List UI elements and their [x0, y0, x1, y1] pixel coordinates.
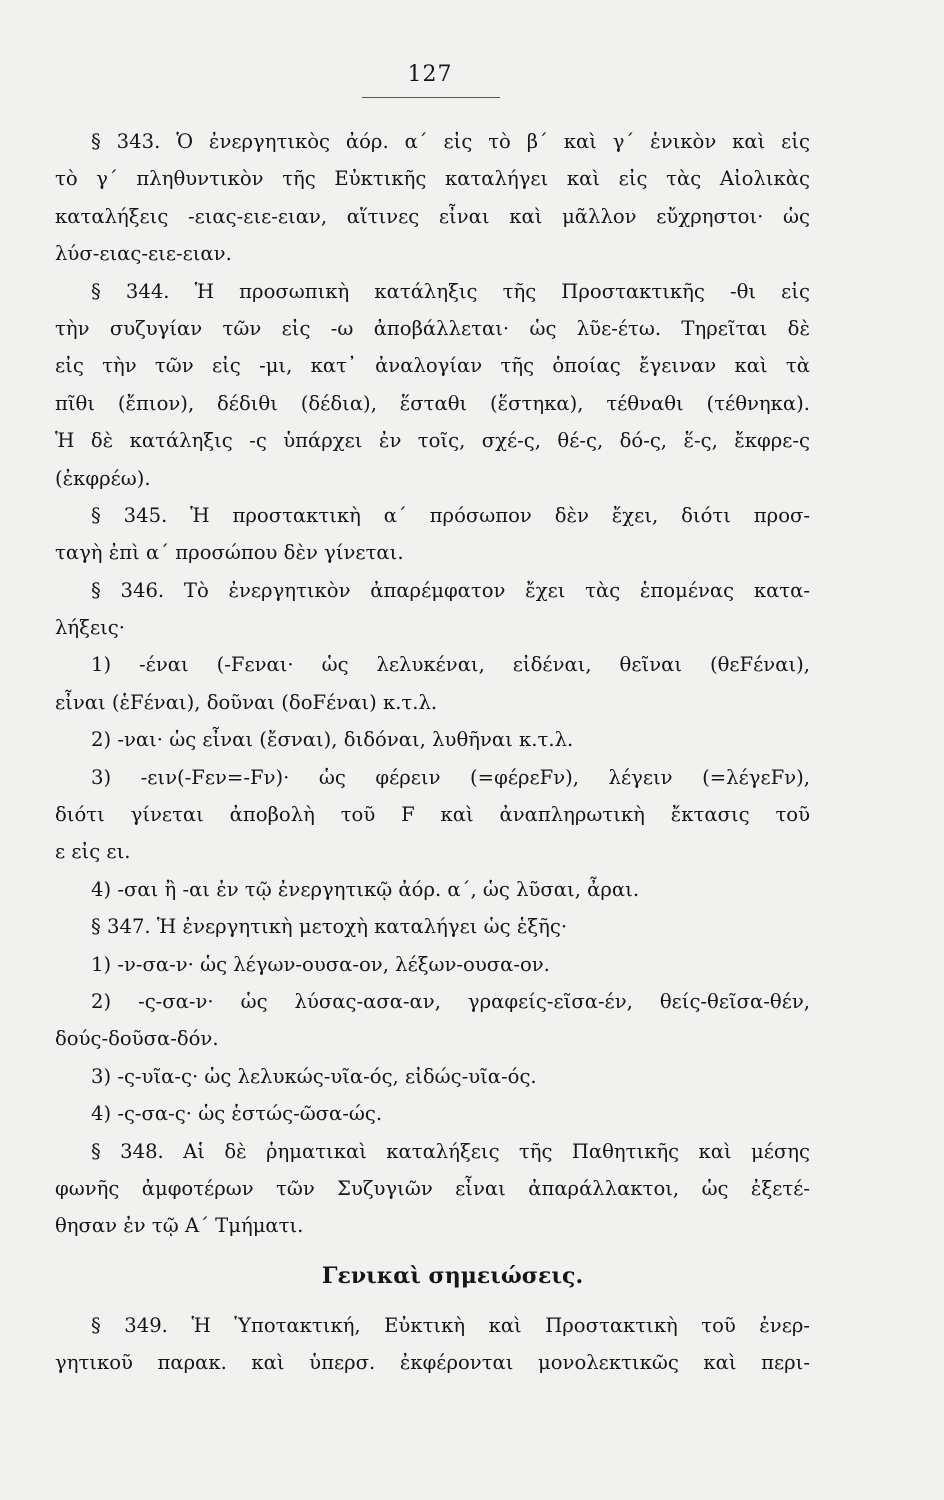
text-line: εἶναι (ἑFέναι), δοῦναι (δοFέναι) κ.τ.λ.	[55, 690, 438, 714]
text-line: 1) -έναι (-Fεναι· ὡς λελυκέναι, εἰδέναι, θεῖναι (θεFέναι),	[91, 653, 810, 677]
text-line: 3) -ειν(-Fεν=-Fν)· ὡς φέρειν (=φέρεFν), λέγειν (=λέγεFν),	[91, 765, 810, 789]
text-line: τὸ γ΄ πληθυντικὸν τῆς Εὐκτικῆς καταλήγει καὶ εἰς τὰς Αἰολικὰς	[55, 167, 810, 191]
text-line: 4) -ς-σα-ς· ὡς ἑστώς-ῶσα-ώς.	[91, 1102, 383, 1126]
text-line: τὴν συζυγίαν τῶν εἰς -ω ἀποβάλλεται· ὡς λῦε-έτω. Τηρεῖται δὲ	[55, 316, 810, 340]
text-line: θησαν ἐν τῷ Α΄ Τμήματι.	[55, 1214, 304, 1238]
text-line: δούς-δοῦσα-δόν.	[55, 1027, 219, 1051]
text-line: § 346. Τὸ ἐνεργητικὸν ἀπαρέμφατον ἔχει τὰς ἑπομένας κατα-	[91, 578, 810, 602]
text-line: γητικοῦ παρακ. καὶ ὑπερσ. ἐκφέρονται μονολεκτικῶς καὶ περι-	[55, 1351, 810, 1375]
text-line: πῖθι (ἔπιον), δέδιθι (δέδια), ἕσταθι (ἕστηκα), τέθναθι (τέθνηκα).	[55, 391, 810, 415]
page-number: 127	[407, 62, 453, 87]
text-line: καταλήξεις -ειας-ειε-ειαν, αἵτινες εἶναι καὶ μᾶλλον εὔχρηστοι· ὡς	[55, 204, 810, 228]
text-line: § 345. Ἡ προστακτικὴ α΄ πρόσωπον δὲν ἔχει, διότι προσ-	[91, 503, 810, 527]
text-line: Ἡ δὲ κατάληξις -ς ὑπάρχει ἐν τοῖς, σχέ-ς, θέ-ς, δό-ς, ἕ-ς, ἔκφρε-ς	[55, 429, 810, 453]
text-line: 3) -ς-υῖα-ς· ὡς λελυκώς-υῖα-ός, εἰδώς-υῖα-ός.	[91, 1064, 537, 1088]
text-line: § 349. Ἡ Ὑποτακτική, Εὐκτικὴ καὶ Προστακτικὴ τοῦ ἐνερ-	[91, 1313, 810, 1337]
text-line: διότι γίνεται ἀποβολὴ τοῦ F καὶ ἀναπληρωτικὴ ἔκτασις τοῦ	[55, 803, 810, 827]
text-line: 4) -σαι ἢ -αι ἐν τῷ ἐνεργητικῷ ἀόρ. α΄, ὡς λῦσαι, ἆραι.	[91, 877, 640, 901]
text-line: § 348. Αἱ δὲ ῥηματικαὶ καταλήξεις τῆς Παθητικῆς καὶ μέσης	[91, 1139, 810, 1163]
text-line: εἰς τὴν τῶν εἰς -μι, κατ᾽ ἀναλογίαν τῆς ὁποίας ἔγειναν καὶ τὰ	[55, 354, 810, 378]
text-line: § 347. Ἡ ἐνεργητικὴ μετοχὴ καταλήγει ὡς ἑξῆς·	[91, 915, 568, 939]
paragraphs-after-heading	[55, 1307, 810, 1382]
text-line: ε εἰς ει.	[55, 840, 131, 864]
text-line: λύσ-ειας-ειε-ειαν.	[55, 242, 232, 266]
body-text	[55, 123, 810, 1382]
text-line: (ἐκφρέω).	[55, 466, 151, 490]
text-line: § 343. Ὁ ἐνεργητικὸς ἀόρ. α΄ εἰς τὸ β΄ καὶ γ΄ ἑνικὸν καὶ εἰς	[91, 130, 810, 153]
text-line: 2) -ναι· ὡς εἶναι (ἔσναι), διδόναι, λυθῆναι κ.τ.λ.	[91, 728, 574, 752]
section-heading: Γενικαὶ σημειώσεις.	[321, 1262, 584, 1289]
header-rule	[362, 97, 500, 98]
text-line: ταγὴ ἐπὶ α΄ προσώπου δὲν γίνεται.	[55, 541, 404, 565]
paragraphs-section	[55, 123, 810, 1245]
text-line: 2) -ς-σα-ν· ὡς λύσας-ασα-αν, γραφείς-εῖσα-έν, θείς-θεῖσα-θέν,	[91, 989, 810, 1013]
text-line: 1) -ν-σα-ν· ὡς λέγων-ουσα-ον, λέξων-ουσα-ον.	[91, 952, 550, 976]
text-line: § 344. Ἡ προσωπικὴ κατάληξις τῆς Προστακτικῆς -θι εἰς	[91, 279, 810, 303]
text-line: λήξεις·	[55, 616, 125, 640]
text-line: φωνῆς ἀμφοτέρων τῶν Συζυγιῶν εἶναι ἀπαράλλακτοι, ὡς ἐξετέ-	[55, 1176, 810, 1200]
